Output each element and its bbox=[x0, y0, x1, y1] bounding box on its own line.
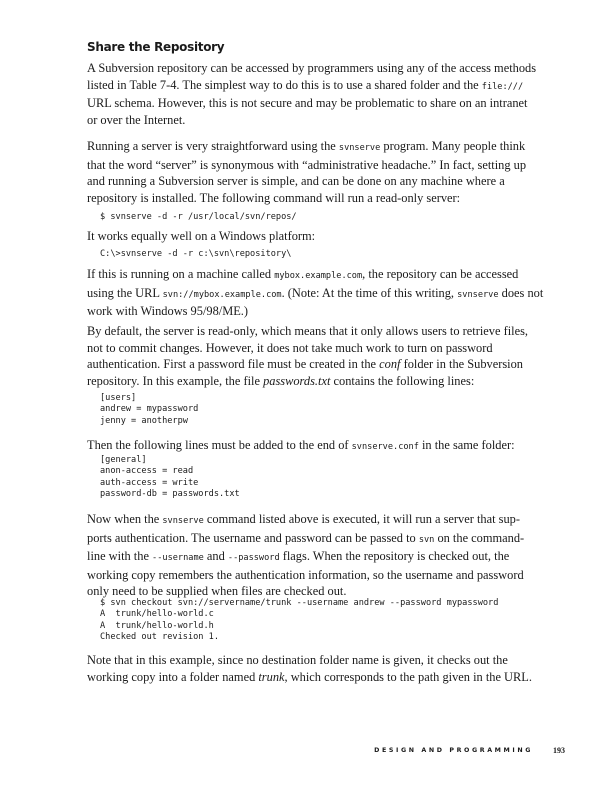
text-run: authentication. First a password file must be created in the bbox=[87, 357, 380, 371]
paragraph bbox=[87, 652, 532, 685]
code-line: [users] bbox=[100, 393, 137, 403]
text-line bbox=[87, 95, 527, 112]
text-line bbox=[87, 548, 527, 567]
text-line bbox=[87, 356, 527, 373]
code-line: A trunk/hello-world.c bbox=[100, 609, 214, 620]
text-run: that the word “server” is synonymous with “administrative headache.” In fact, setting up bbox=[87, 157, 527, 172]
code-line: $ svn checkout svn://servername/trunk --username andrew --password mypassword bbox=[100, 598, 499, 608]
text-line bbox=[87, 60, 537, 77]
text-run: Note that in this example, since no destination folder name is given, it checks out the bbox=[87, 653, 508, 667]
text-line bbox=[87, 157, 527, 174]
text-line bbox=[87, 567, 527, 584]
inline-code: svnserve.conf bbox=[351, 442, 419, 452]
text-run: , the repository can be accessed bbox=[362, 267, 519, 281]
text-run: Now when the bbox=[87, 512, 163, 526]
text-run: flags. When the repository is checked out, the bbox=[279, 549, 510, 563]
code-line: password-db = passwords.txt bbox=[100, 488, 240, 499]
code-line: anon-access = read bbox=[100, 466, 194, 477]
paragraph bbox=[87, 266, 544, 320]
text-run: URL schema. However, this is not secure and may be problematic to share on an intranet bbox=[87, 96, 528, 110]
code-line: andrew = mypassword bbox=[100, 404, 199, 415]
running-footer: DESIGN AND PROGRAMMING bbox=[374, 747, 533, 754]
code-block bbox=[100, 249, 540, 260]
text-line bbox=[87, 77, 527, 96]
page-footer bbox=[0, 747, 609, 761]
text-run: does not bbox=[498, 285, 544, 300]
text-run: By default, the server is read-only, which means that it only allows users to retrieve files, bbox=[87, 324, 529, 338]
section-heading: Share the Repository bbox=[87, 40, 225, 54]
text-run: ports authentication. The username and password can be passed to bbox=[87, 530, 419, 545]
text-line bbox=[87, 652, 527, 669]
italic-term: trunk bbox=[258, 669, 285, 684]
code-line: [general] bbox=[100, 455, 147, 465]
text-run: , which corresponds to the path given in the URL. bbox=[284, 669, 532, 684]
code-line: A trunk/hello-world.h bbox=[100, 620, 214, 631]
text-run: program. Many people think bbox=[380, 139, 526, 153]
text-run: on the command- bbox=[434, 530, 525, 545]
text-run: and bbox=[203, 549, 228, 563]
text-run: folder in the Subversion bbox=[400, 357, 523, 371]
text-run: contains the following lines: bbox=[330, 373, 475, 388]
text-line bbox=[87, 530, 527, 549]
inline-code: svnserve bbox=[162, 516, 204, 526]
text-run: repository is installed. The following command will run a read-only server: bbox=[87, 190, 461, 205]
text-run: using the URL bbox=[87, 285, 163, 300]
text-line bbox=[87, 437, 527, 456]
text-run: work with Windows 95/98/ME.) bbox=[87, 304, 249, 318]
paragraph bbox=[87, 511, 527, 600]
text-line bbox=[87, 190, 527, 207]
text-run: . (Note: At the time of this writing, bbox=[281, 285, 458, 300]
text-line bbox=[87, 323, 527, 340]
text-run: A Subversion repository can be accessed by programmers using any of the access methods bbox=[87, 61, 537, 75]
text-run: working copy into a folder named bbox=[87, 669, 259, 684]
text-line bbox=[87, 228, 527, 245]
text-run: Running a server is very straightforward using the bbox=[87, 139, 339, 153]
text-line bbox=[87, 173, 527, 190]
text-run: not to commit changes. However, it does not take much work to turn on password bbox=[87, 340, 493, 355]
code-line: Checked out revision 1. bbox=[100, 631, 219, 642]
text-run: listed in Table 7-4. The simplest way to do this is to use a shared folder and the bbox=[87, 77, 482, 92]
text-run: Then the following lines must be added to the end of bbox=[87, 438, 352, 452]
text-run: line with the bbox=[87, 549, 153, 563]
paragraph bbox=[87, 323, 527, 389]
text-run: only need to be supplied when files are checked out. bbox=[87, 584, 347, 598]
code-line: jenny = anotherpw bbox=[100, 415, 188, 426]
paragraph bbox=[87, 60, 537, 128]
text-run: or over the Internet. bbox=[87, 112, 186, 127]
text-line bbox=[87, 285, 544, 304]
code-block bbox=[100, 212, 540, 223]
text-line bbox=[87, 266, 527, 285]
inline-code: svnserve bbox=[457, 289, 499, 300]
inline-code: --username bbox=[152, 553, 204, 563]
text-run: command listed above is executed, it will run a server that sup- bbox=[203, 512, 520, 526]
code-block bbox=[100, 393, 540, 427]
text-run: in the same folder: bbox=[418, 438, 515, 452]
text-line bbox=[87, 112, 527, 129]
code-line: $ svnserve -d -r /usr/local/svn/repos/ bbox=[100, 212, 297, 222]
code-line: auth-access = write bbox=[100, 477, 199, 488]
paragraph bbox=[87, 228, 527, 245]
text-line bbox=[87, 340, 527, 357]
text-run: repository. In this example, the file bbox=[87, 373, 264, 388]
inline-code: file:/// bbox=[481, 81, 524, 92]
text-line bbox=[87, 373, 527, 390]
text-line bbox=[87, 669, 532, 686]
text-run: and running a Subversion server is simple, and can be done on any machine where a bbox=[87, 174, 505, 188]
code-block bbox=[100, 455, 540, 500]
paragraph bbox=[87, 437, 527, 456]
code-block bbox=[100, 598, 540, 643]
code-line: C:\>svnserve -d -r c:\svn\repository\ bbox=[100, 249, 292, 259]
inline-code: svnserve bbox=[338, 143, 381, 153]
inline-code: --password bbox=[227, 553, 280, 563]
text-run: If this is running on a machine called bbox=[87, 267, 275, 281]
text-run: It works equally well on a Windows platform: bbox=[87, 229, 316, 243]
paragraph bbox=[87, 138, 527, 206]
italic-term: passwords.txt bbox=[263, 373, 331, 388]
text-line bbox=[87, 138, 527, 157]
italic-term: conf bbox=[379, 357, 401, 371]
inline-code: mybox.example.com bbox=[274, 271, 363, 281]
inline-code: svn bbox=[418, 534, 435, 545]
text-line bbox=[87, 511, 527, 530]
text-run: working copy remembers the authentication information, so the username and password bbox=[87, 567, 524, 582]
inline-code: svn://mybox.example.com bbox=[162, 289, 282, 300]
page-number: 193 bbox=[553, 746, 565, 755]
text-line bbox=[87, 303, 527, 320]
